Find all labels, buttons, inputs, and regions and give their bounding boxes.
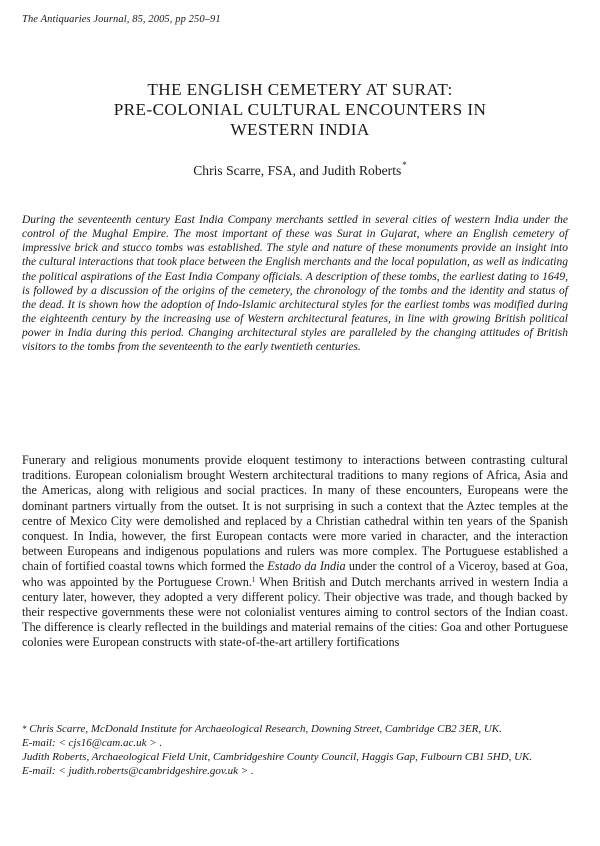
abstract: During the seventeenth century East India Company merchants settled in several cities of western India under the control of the Mughal Empire. The most important of these was Surat in Gujarat, where an English cemetery of impressive brick and stucco tombs was established. The style and nature of these monuments provide an insight into the cultural interactions that took place between the English merchants and the local population, as well as indicating the political aspirations of the East India Company officials. A description of these tombs, the earliest dating to 1649, is followed by a discussion of the origins of the cemetery, the chronology of the tombs and the identity and status of the dead. It is shown how the adoption of Indo-Islamic architectural styles for the earliest tombs was modified during the eighteenth century by the increasing use of Western architectural features, in line with growing British political power in India during this period. Changing architectural styles are paralleled by the changing attitudes of British visitors to the tombs from the seventeenth to the early twentieth centuries. bbox=[22, 214, 568, 354]
body-text-part-3: When British and Dutch merchants arrived in western India a century later, however, they adopted a very different policy. Their objective was trade, and though backed by their respective governments these were not colonialist ventures aiming to control sectors of the Indian coast. The difference is clearly reflected in the buildings and material remains of the cities: Goa and other Portuguese colonies were European constructs with state-of-the-art artillery fortifications bbox=[22, 574, 568, 650]
article-title bbox=[40, 80, 560, 140]
author-footnote-marker: * bbox=[402, 160, 407, 170]
title-line-2: PRE-COLONIAL CULTURAL ENCOUNTERS IN bbox=[113, 100, 487, 119]
footnote-marker: * bbox=[22, 724, 27, 734]
body-text-part-2: under the control of a Viceroy, based at Goa, who was appointed by the Portuguese Crown. bbox=[22, 559, 568, 589]
footnote-scarre-affiliation bbox=[22, 723, 568, 737]
body-text-part-1: Funerary and religious monuments provide eloquent testimony to interactions between contrasting cultural traditions. European colonialism brought Western architectural traditions to many regions of Africa, Asia and the Americas, along with religious and social practices. In many of these encounters, Europeans were the dominant partners virtually from the outset. It is not surprising in such a context that the Aztec temples at the centre of Mexico City were demolished and replaced by a Christian cathedral within ten years of the Spanish conquest. In India, however, the first European contacts were more varied in character, and the interaction between Europeans and indigenous populations and rulers was more complex. The Portuguese established a chain of fortified coastal towns which formed the bbox=[22, 453, 568, 574]
running-head: The Antiquaries Journal, 85, 2005, pp 250–91 bbox=[22, 14, 221, 25]
body-paragraph bbox=[22, 453, 568, 651]
footnote-roberts-affiliation: Judith Roberts, Archaeological Field Unit, Cambridgeshire County Council, Haggis Gap, Fulbourn CB1 5HD, UK. bbox=[22, 750, 533, 763]
scarre-affiliation: Chris Scarre, McDonald Institute for Archaeological Research, Downing Street, Cambridge CB2 3ER, UK. bbox=[29, 723, 502, 735]
title-line-3: WESTERN INDIA bbox=[230, 120, 370, 139]
author-footnote bbox=[22, 723, 568, 779]
footnote-roberts-email: E-mail: < judith.roberts@cambridgeshire.gov.uk > . bbox=[22, 764, 254, 777]
footnote-scarre-email: E-mail: < cjs16@cam.ac.uk > . bbox=[22, 736, 163, 749]
endnote-reference: 1 bbox=[251, 575, 256, 584]
author-line bbox=[40, 160, 560, 179]
body-italic-term: Estado da India bbox=[267, 559, 346, 574]
authors: Chris Scarre, FSA, and Judith Roberts bbox=[193, 163, 402, 178]
title-line-1: THE ENGLISH CEMETERY AT SURAT: bbox=[147, 80, 453, 99]
